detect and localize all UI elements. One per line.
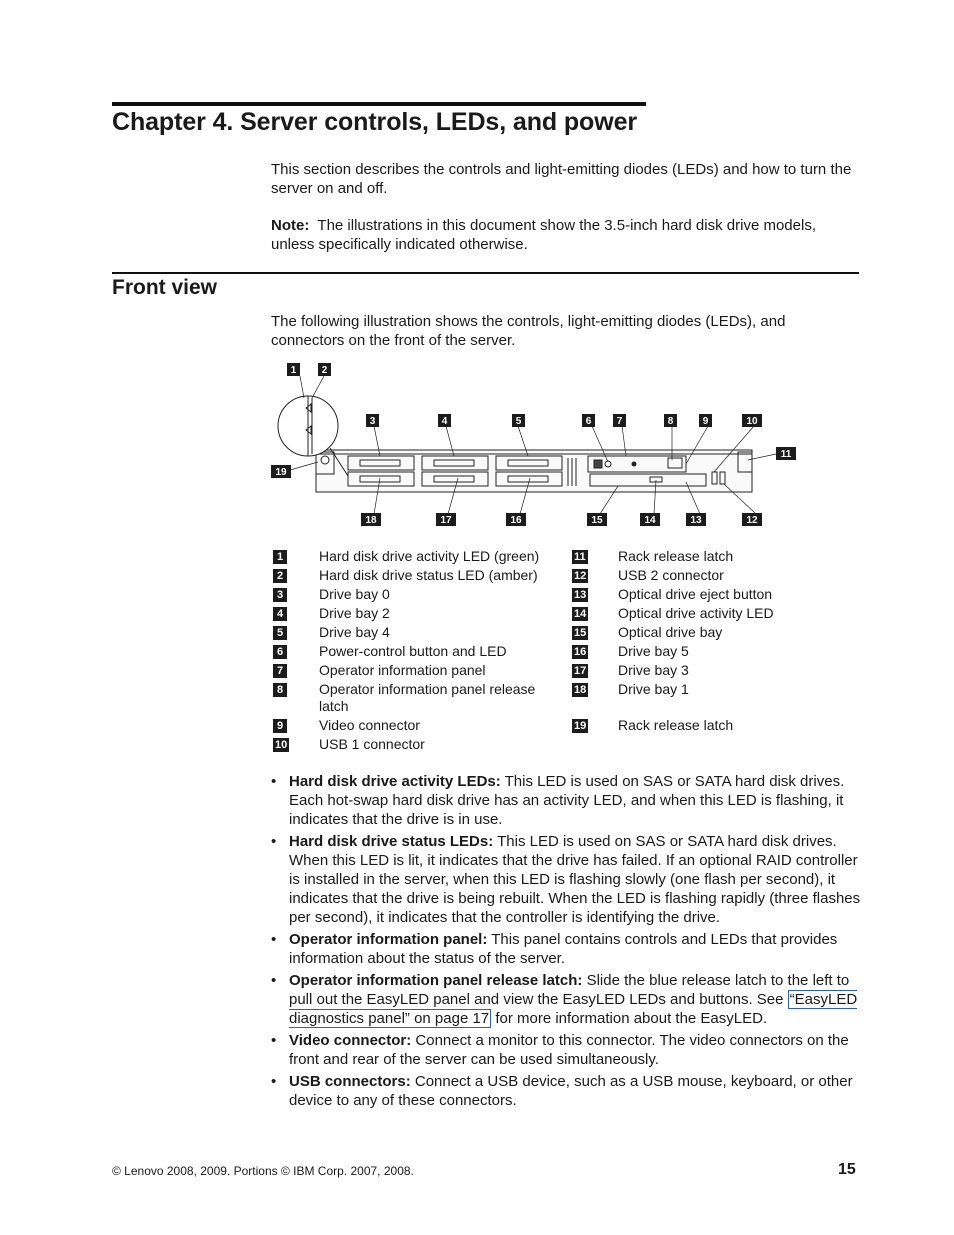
note-paragraph [271,216,861,254]
legend-right [572,548,852,736]
description-list [271,772,861,1113]
legend-badge: 5 [273,626,287,640]
svg-text:18: 18 [365,515,377,526]
server-front-illustration [268,358,792,530]
legend-item [572,548,852,565]
legend-badge: 8 [273,683,287,697]
svg-text:7: 7 [616,416,623,427]
legend-badge: 17 [574,665,587,677]
bullet-text: Connect a USB device, such as a USB mouse, keyboard, or other device to any of these connectors. [289,1073,853,1109]
legend-item [273,662,553,679]
legend-badge: 2 [273,569,287,583]
legend-badge: 19 [574,720,587,732]
bullet-term: USB connectors: [289,1073,411,1090]
list-item [271,971,861,1028]
legend-item [273,567,553,584]
bullet-term: Operator information panel release latch: [289,972,583,989]
legend-label: USB 1 connector [319,736,425,752]
legend-label: Rack release latch [618,548,734,564]
callout-4 [438,414,451,427]
callout-10 [742,414,762,427]
svg-text:3: 3 [369,416,376,427]
intro-paragraph: This section describes the controls and light-emitting diodes (LEDs) and how to turn the server on and off. [271,161,852,197]
legend-label: Power-control button and LED [319,643,507,659]
legend-label: Optical drive bay [618,624,723,640]
svg-text:1: 1 [290,365,297,376]
legend-item [273,643,553,660]
legend-item [572,662,852,679]
list-item [271,772,861,829]
legend-badge: 3 [273,588,287,602]
page-number: 15 [838,1161,856,1178]
svg-text:17: 17 [440,515,452,526]
legend-label: Drive bay 0 [319,586,390,602]
legend-label: Drive bay 2 [319,605,390,621]
legend-badge: 9 [273,719,287,733]
svg-text:2: 2 [321,365,328,376]
legend-badge: 15 [574,627,587,639]
bullet-text: Slide the blue release latch to the left to pull out the EasyLED panel and view the EasyLED LEDs and buttons. See [289,972,850,1008]
easyled-link[interactable]: “EasyLED diagnostics panel” on page 17 [289,991,858,1027]
svg-text:8: 8 [667,416,674,427]
list-item [271,832,861,927]
svg-text:6: 6 [585,416,592,427]
legend-item [273,605,553,622]
bullet-term: Operator information panel: [289,931,488,948]
legend-label: Drive bay 1 [618,681,689,697]
svg-text:4: 4 [441,416,448,427]
legend-label: Drive bay 5 [618,643,689,659]
bullet-text: This LED is used on SAS or SATA hard disk drives. Each hot-swap hard disk drive has an activity LED, and when this LED is flashing, it indicates that the drive is in use. [289,773,845,828]
callout-19 [271,465,291,478]
svg-text:9: 9 [702,416,709,427]
legend-label: Drive bay 3 [618,662,689,678]
legend-badge: 13 [574,589,587,601]
legend-item [273,681,553,715]
callout-1 [287,363,300,376]
callout-16 [506,513,526,526]
note-text: The illustrations in this document show the 3.5-inch hard disk drive models, unless specifically indicated otherwise. [271,217,816,253]
section-rule [112,272,859,274]
legend-label: Video connector [319,717,420,733]
legend-item [273,736,553,753]
legend-item [273,624,553,641]
legend-label: Hard disk drive activity LED (green) [319,548,540,564]
legend-item [273,548,553,565]
legend-label: Drive bay 4 [319,624,390,640]
legend-label: Operator information panel release latch [319,681,536,714]
svg-text:16: 16 [510,515,522,526]
legend-item [572,624,852,641]
bullet-term: Hard disk drive status LEDs: [289,833,494,850]
legend-badge: 7 [273,664,287,678]
legend-badge: 12 [574,570,587,582]
legend-badge: 4 [273,607,287,621]
callout-3 [366,414,379,427]
legend-label: Rack release latch [618,717,734,733]
svg-text:14: 14 [644,515,656,526]
list-item [271,1031,861,1069]
bullet-text: This LED is used on SAS or SATA hard disk drives. When this LED is lit, it indicates that the drive has failed. If an optional RAID controller is installed in the server, when this LED is flashing slowly (one flash per second), it indicates that the drive is being rebuilt. When the LED is flashing rapidly (three flashes per second), it indicates that the controller is identifying the drive. [289,833,861,926]
legend-badge: 10 [275,739,288,751]
legend-badge: 14 [574,608,587,620]
legend-item [572,643,852,660]
callout-7 [613,414,626,427]
legend-label: Operator information panel [319,662,486,678]
bullet-text-after: for more information about the EasyLED. [491,1010,768,1027]
callout-13 [686,513,706,526]
legend-item [572,605,852,622]
bullet-term: Hard disk drive activity LEDs: [289,773,501,790]
legend-label: Optical drive eject button [618,586,773,602]
legend-left [273,548,553,755]
callout-11 [776,447,796,460]
callout-15 [587,513,607,526]
chapter-title: Chapter 4. Server controls, LEDs, and power [112,108,638,136]
bullet-term: Video connector: [289,1032,412,1049]
bullet-text: This panel contains controls and LEDs that provides information about the status of the server. [289,931,838,967]
svg-text:12: 12 [746,515,758,526]
bullet-text: Connect a monitor to this connector. The video connectors on the front and rear of the server can be used simultaneously. [289,1032,849,1068]
svg-text:11: 11 [780,449,792,460]
footer-copyright: © Lenovo 2008, 2009. Portions © IBM Corp. 2007, 2008. [112,1164,414,1178]
legend-item [572,681,852,715]
section-intro: The following illustration shows the controls, light-emitting diodes (LEDs), and connectors on the front of the server. [271,313,786,349]
legend-item [572,717,852,734]
list-item [271,930,861,968]
legend-badge: 1 [273,550,287,564]
legend-item [572,586,852,603]
list-item [271,1072,861,1110]
legend-label: USB 2 connector [618,567,724,583]
callout-5 [512,414,525,427]
legend-badge: 18 [574,684,587,696]
legend-label: Optical drive activity LED [618,605,774,621]
callout-8 [664,414,677,427]
callout-9 [699,414,712,427]
svg-text:10: 10 [746,416,758,427]
svg-text:15: 15 [591,515,603,526]
legend-badge: 6 [273,645,287,659]
legend-item [273,586,553,603]
legend-item [273,717,553,734]
legend-badge: 11 [574,551,586,563]
note-label: Note: [271,217,310,234]
legend-label: Hard disk drive status LED (amber) [319,567,538,583]
callout-18 [361,513,381,526]
callout-17 [436,513,456,526]
svg-text:19: 19 [275,467,287,478]
callout-14 [640,513,660,526]
svg-text:5: 5 [515,416,522,427]
svg-text:13: 13 [690,515,702,526]
chapter-rule [112,102,646,106]
callout-12 [742,513,762,526]
callout-2 [318,363,331,376]
legend-item [572,567,852,584]
callout-6 [582,414,595,427]
legend-badge: 16 [574,646,587,658]
section-title: Front view [112,276,218,299]
